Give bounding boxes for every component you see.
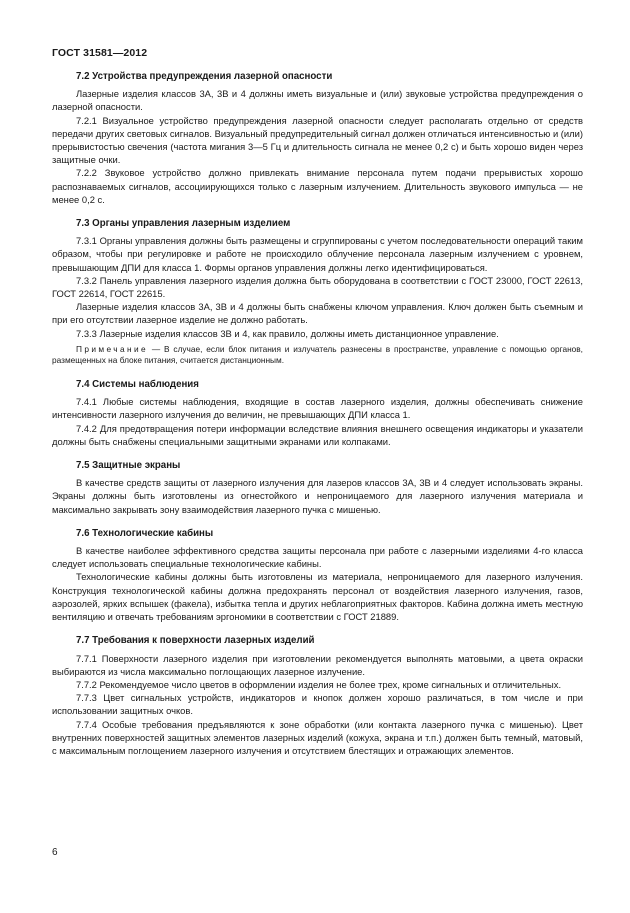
paragraph: 7.7.2 Рекомендуемое число цветов в оформлении изделия не более трех, кроме сигнальных и отличительных. (76, 678, 562, 690)
paragraph: Лазерные изделия классов 3А, 3В и 4 должны быть снабжены ключом управления. Ключ должен быть съемным и при его отсутствии лазерное изделие не должно работать. (52, 301, 583, 326)
page-number: 6 (52, 847, 58, 858)
note-text: — В случае, если блок питания и излучатель разнесены в пространстве, управление с помощью органов, размещенных на блоке питания, считается дистанционным. (52, 343, 583, 366)
section-heading-7-7: 7.7 Требования к поверхности лазерных изделий (76, 635, 315, 647)
section-heading-7-3: 7.3 Органы управления лазерным изделием (76, 218, 291, 230)
document-body (52, 70, 583, 757)
section-heading-7-2: 7.2 Устройства предупреждения лазерной опасности (76, 71, 333, 82)
paragraph: 7.7.1 Поверхности лазерного изделия при изготовлении рекомендуется выполнять матовыми, а цвета окраски выбираются из числа максимально поглощающих лазерное излучение. (52, 652, 583, 677)
paragraph: 7.2.1 Визуальное устройство предупреждения лазерной опасности следует располагать отдельно от средств передачи других световых сигналов. Визуальный предупредительный сигнал должен отличаться интенсивностью и (или) прерывистостью свечения (частота мигания 3—5 Гц и длительность сигнала не менее 0,2 с) и быть хорошо виден через защитные очки. (52, 114, 583, 166)
document-header: ГОСТ 31581—2012 (52, 47, 148, 59)
paragraph: Лазерные изделия классов 3А, 3В и 4 должны иметь визуальные и (или) звуковые устройства предупреждения о лазерной опасности. (52, 88, 583, 113)
paragraph: 7.3.2 Панель управления лазерного изделия должна быть оборудована в соответствии с ГОСТ 23000, ГОСТ 22613, ГОСТ 22614, ГОСТ 22615. (52, 274, 583, 300)
section-heading-7-4: 7.4 Системы наблюдения (76, 379, 199, 391)
section-heading-7-5: 7.5 Защитные экраны (76, 460, 181, 472)
note-paragraph (52, 344, 583, 367)
paragraph: 7.3.3 Лазерные изделия классов 3В и 4, как правило, должны иметь дистанционное управление. (76, 327, 499, 339)
note-label: Примечание (76, 343, 149, 354)
section-heading-7-6: 7.6 Технологические кабины (76, 527, 214, 539)
paragraph: 7.3.1 Органы управления должны быть размещены и сгруппированы с учетом последовательности операций таким образом, чтобы при регулировке и работе не происходило облучение персонала лазерным излучением с уровнем, превышающим ДПИ для класса 1. Формы органов управления должны легко идентифицироваться. (52, 235, 583, 273)
paragraph: В качестве средств защиты от лазерного излучения для лазеров классов 3А, 3В и 4 следует использовать экраны. Экраны должны быть изготовлены из огнестойкого и непроницаемого для лазерного излучения материала и максимально закрывать зону взаимодействия лазерного пучка с мишенью. (52, 477, 583, 515)
paragraph: В качестве наиболее эффективного средства защиты персонала при работе с лазерными изделиями 4-го класса следует использовать специальные технологические кабины. (52, 545, 583, 570)
paragraph: 7.4.2 Для предотвращения потери информации вследствие влияния внешнего освещения индикаторы и указатели должны быть снабжены специальными защитными экранами или колпаками. (52, 422, 583, 447)
paragraph: Технологические кабины должны быть изготовлены из материала, непроницаемого для лазерного излучения. Конструкция технологической кабины должна предохранять персонал от воздействия лазерного излучения, газов, аэрозолей, ярких вспышек (факела), избытка тепла и других неблагоприятных факторов. Кабина должна иметь местную вентиляцию и отвечать требованиям эргономики в соответствии с ГОСТ 21889. (52, 571, 583, 623)
paragraph: 7.7.3 Цвет сигнальных устройств, индикаторов и кнопок должен хорошо различаться, в том числе и при использовании защитных очков. (52, 692, 583, 717)
paragraph: 7.4.1 Любые системы наблюдения, входящие в состав лазерного изделия, должны обеспечивать снижение интенсивности лазерного излучения до величин, не превышающих ДПИ класса 1. (52, 396, 583, 421)
paragraph: 7.2.2 Звуковое устройство должно привлекать внимание персонала путем подачи прерывистых хорошо распознаваемых сигналов, ассоциирующихся только с лазерным излучением. Длительность звукового импульса — не менее 0,2 с. (52, 167, 583, 205)
paragraph: 7.7.4 Особые требования предъявляются к зоне обработки (или контакта лазерного пучка с мишенью). Цвет внутренних поверхностей защитных элементов лазерных изделий (кожуха, экрана и т.п.) должен быть темный, матовый, с максимальным поглощением лазерного излучения и отсутствием блестящих и отражающих элементов. (52, 718, 583, 756)
